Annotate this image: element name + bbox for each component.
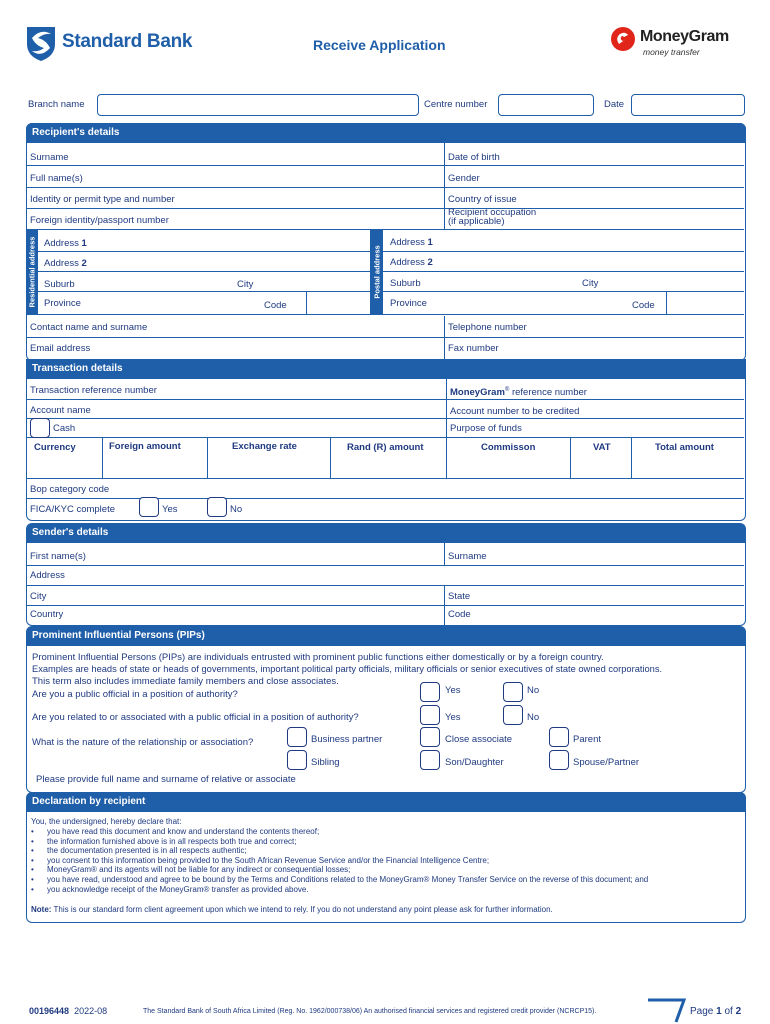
moneygram-icon	[610, 26, 636, 52]
centre-input[interactable]	[498, 94, 594, 116]
fica-no-label: No	[230, 504, 243, 515]
sender-surname-label: Surname	[448, 551, 487, 562]
pip-question-3: What is the nature of the relationship or association?	[32, 737, 254, 748]
sender-code-label: Code	[448, 609, 471, 620]
business-partner-checkbox[interactable]	[287, 727, 307, 747]
declaration-note: Note: This is our standard form client agreement upon which we intend to rely. If you do not understand any point please ask for further information.	[31, 905, 553, 914]
q2-no-checkbox[interactable]	[503, 705, 523, 725]
fica-label: FICA/KYC complete	[30, 504, 115, 515]
spouse-partner-checkbox[interactable]	[549, 750, 569, 770]
q1-yes-label: Yes	[445, 685, 461, 696]
q1-no-checkbox[interactable]	[503, 682, 523, 702]
postal-code-label: Code	[632, 300, 655, 311]
declaration-bullet: • MoneyGram® and its agents will not be liable for any indirect or consequential losses;	[31, 865, 351, 875]
txn-ref-label: Transaction reference number	[30, 385, 157, 396]
mg-ref-label: MoneyGram® reference number	[450, 387, 587, 399]
centre-label: Centre number	[424, 99, 488, 110]
fax-label: Fax number	[448, 343, 499, 354]
q1-no-label: No	[527, 685, 540, 696]
recipient-occupation-note: (if applicable)	[448, 216, 505, 227]
declaration-bullet: • the documentation presented is in all respects authentic;	[31, 846, 247, 856]
fica-no-checkbox[interactable]	[207, 497, 227, 517]
close-associate-label: Close associate	[445, 734, 513, 745]
declaration-bullet: • you have read, understood and agree to be bound by the Terms and Conditions related to the MoneyGram® Money Transfer Service on the reverse of this document; and	[31, 874, 649, 884]
branch-input[interactable]	[97, 94, 419, 116]
sender-address-label: Address	[30, 570, 65, 581]
col-currency: Currency	[34, 442, 76, 453]
recipient-heading: Recipient's details	[26, 123, 746, 143]
postal-address-tab: Postal address	[371, 229, 383, 314]
email-label: Email address	[30, 343, 91, 354]
contact-label: Contact name and surname	[30, 322, 148, 333]
footer-doc-ref: 00196448 2022-08	[29, 1006, 108, 1016]
postal-city-label: City	[582, 278, 599, 289]
declaration-bullet: • you acknowledge receipt of the MoneyGram® transfer as provided above.	[31, 884, 309, 894]
fica-yes-checkbox[interactable]	[139, 497, 159, 517]
recipient-country-issue-label: Country of issue	[448, 194, 517, 205]
declaration-heading: Declaration by recipient	[26, 792, 746, 812]
recipient-gender-label: Gender	[448, 173, 480, 184]
postal-address1-label: Address 1	[390, 237, 433, 248]
cash-checkbox[interactable]	[30, 418, 50, 438]
q2-no-label: No	[527, 712, 540, 723]
pip-paragraph-2: Examples are heads of state or heads of governments, important political party officials, military officials or senior executives of state owned corporations.	[32, 664, 663, 674]
res-address2-label: Address 2	[44, 258, 87, 269]
declaration-bullet: • the information furnished above is in all respects both true and correct;	[31, 836, 297, 846]
pip-question-1: Are you a public official in a position of authority?	[32, 689, 238, 700]
declaration-bullet: • you have read this document and know and understand the contents thereof;	[31, 827, 320, 836]
postal-province-label: Province	[390, 298, 427, 309]
res-province-label: Province	[44, 298, 81, 309]
parent-checkbox[interactable]	[549, 727, 569, 747]
col-rand-amount: Rand (R) amount	[347, 442, 424, 453]
recipient-dob-label: Date of birth	[448, 152, 500, 163]
moneygram-logo	[610, 26, 750, 62]
sender-heading: Sender's details	[26, 523, 746, 543]
standard-bank-logo	[24, 24, 193, 64]
res-city-label: City	[237, 279, 254, 290]
q1-yes-checkbox[interactable]	[420, 682, 440, 702]
sender-state-label: State	[448, 591, 471, 602]
date-label: Date	[604, 99, 625, 110]
footer-legal: The Standard Bank of South Africa Limited (Reg. No. 1962/000738/06) An authorised financial services and registered credit provider (NCRCP15).	[143, 1008, 597, 1015]
parent-label: Parent	[573, 734, 601, 745]
recipient-id-label: Identity or permit type and number	[30, 194, 175, 205]
res-address1-label: Address 1	[44, 238, 87, 249]
business-partner-label: Business partner	[311, 734, 383, 745]
res-suburb-label: Suburb	[44, 279, 75, 290]
sender-country-label: Country	[30, 609, 64, 620]
recipient-fullnames-label: Full name(s)	[30, 173, 83, 184]
pip-heading: Prominent Influential Persons (PIPs)	[26, 626, 746, 646]
declaration-bullet: • you consent to this information being provided to the South African Revenue Service and/or the Financial Intelligence Centre;	[31, 855, 490, 865]
residential-address-tab: Residential address	[26, 229, 38, 314]
q2-yes-checkbox[interactable]	[420, 705, 440, 725]
sibling-label: Sibling	[311, 757, 340, 768]
page-indicator: Page 1 of 2	[690, 1006, 742, 1017]
shield-icon	[24, 24, 58, 62]
son-daughter-checkbox[interactable]	[420, 750, 440, 770]
footer-slash-icon	[646, 998, 686, 1024]
declaration-intro: You, the undersigned, hereby declare that:	[31, 817, 182, 826]
sibling-checkbox[interactable]	[287, 750, 307, 770]
col-foreign-amount: Foreign amount	[109, 441, 181, 452]
recipient-foreign-id-label: Foreign identity/passport number	[30, 215, 169, 226]
declaration-list	[31, 827, 741, 894]
cash-label: Cash	[53, 423, 76, 434]
col-exchange-rate: Exchange rate	[232, 441, 297, 452]
postal-suburb-label: Suburb	[390, 278, 421, 289]
page-title: Receive Application	[313, 37, 446, 53]
bop-label: Bop category code	[30, 484, 110, 495]
moneygram-name: MoneyGram	[640, 28, 729, 45]
transaction-heading: Transaction details	[26, 359, 746, 379]
account-credited-label: Account number to be credited	[450, 406, 580, 417]
close-associate-checkbox[interactable]	[420, 727, 440, 747]
recipient-occupation-label: Recipient occupation	[448, 207, 537, 218]
bank-name: Standard Bank	[62, 31, 193, 52]
col-total-amount: Total amount	[655, 442, 714, 453]
pip-question-2: Are you related to or associated with a public official in a position of authority?	[32, 712, 359, 723]
postal-address2-label: Address 2	[390, 257, 433, 268]
col-commission: Commisson	[481, 442, 536, 453]
sender-first-label: First name(s)	[30, 551, 86, 562]
fica-yes-label: Yes	[162, 504, 178, 515]
purpose-label: Purpose of funds	[450, 423, 522, 434]
sender-city-label: City	[30, 591, 47, 602]
telephone-label: Telephone number	[448, 322, 527, 333]
q2-yes-label: Yes	[445, 712, 461, 723]
res-code-label: Code	[264, 300, 287, 311]
branch-label: Branch name	[28, 99, 85, 110]
son-daughter-label: Son/Daughter	[445, 757, 504, 768]
account-name-label: Account name	[30, 405, 91, 416]
moneygram-tagline: money transfer	[643, 47, 700, 57]
col-vat: VAT	[593, 442, 611, 453]
pip-provide-name: Please provide full name and surname of relative or associate	[36, 774, 296, 785]
recipient-surname-label: Surname	[30, 152, 69, 163]
pip-paragraph-1: Prominent Influential Persons (PIPs) are individuals entrusted with prominent public functions either domestically or by a foreign country.	[32, 652, 604, 663]
date-input[interactable]	[631, 94, 745, 116]
spouse-partner-label: Spouse/Partner	[573, 757, 640, 768]
pip-paragraph-3: This term also includes immediate family members and close associates.	[32, 676, 339, 687]
